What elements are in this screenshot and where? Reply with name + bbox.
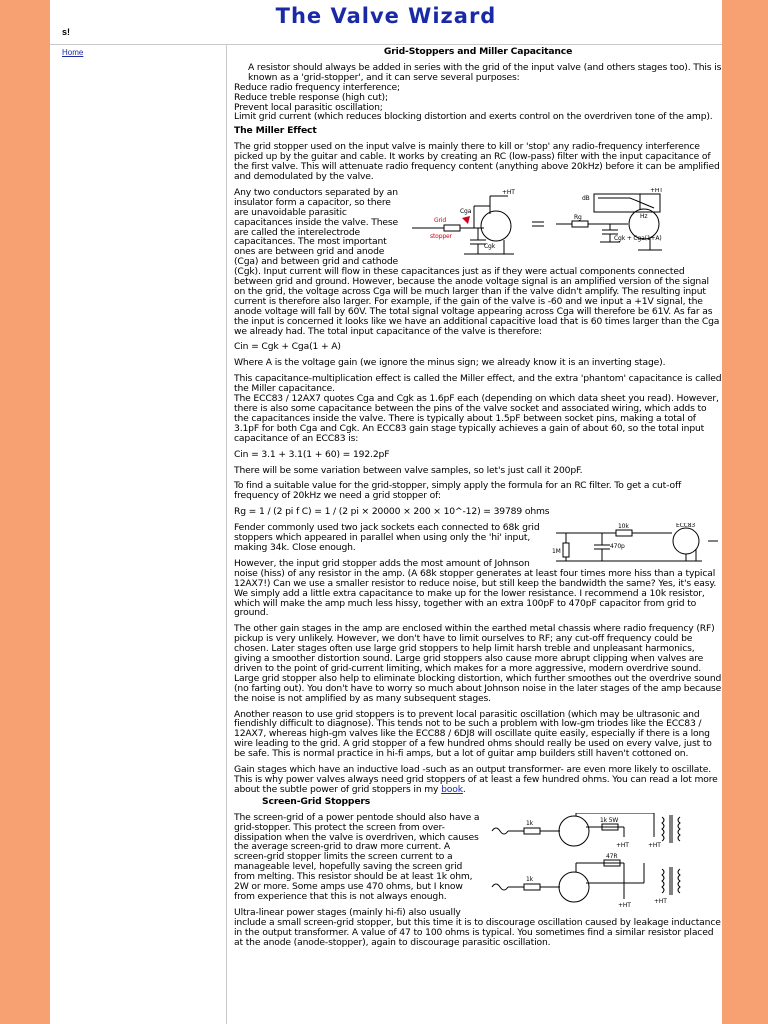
label-1k-5w: 1k 5W: [600, 816, 619, 824]
home-link[interactable]: Home: [62, 48, 84, 57]
paragraph: The other gain stages in the amp are enclosed within the earthed metal chassis where radio frequency (RF) pickup is very unlikely. However, we don't have to limit ourselves to RF; any cut-off frequency could be chosen. Later stages often use large grid stoppers to help limit harsh treble and unpleasant harmonics, giving a smoother distortion sound. Large grid stoppers also cause more abrupt clipping when valves are driven to the point of grid-current limiting, which makes for a more aggressive, modern overdrive sound. Large grid stopper also help to eliminate blocking distortion, which further smoothes out the overdrive sound (no farting out). You don't have to worry so much about Johnson noise in the later stages of the amp because the noise is not amplified by as many subsequent stages.: [234, 623, 722, 704]
sidebar: [50, 45, 227, 1024]
intro-paragraph: A resistor should always be added in series with the grid of the input valve (and others stages too). This is known as a 'grid-stopper', and it can serve several purposes:: [248, 61, 722, 83]
label-cgk: Cgk: [484, 242, 496, 250]
book-paragraph-text: Gain stages which have an inductive load -such as an output transformer- are even more likely to oscillate. This is why power valves always need grid stoppers of at least a few hundred ohms. You can read a lot more about the subtle power of grid stoppers in my: [234, 764, 718, 795]
book-paragraph-end: .: [462, 783, 466, 795]
label-1k: 1k: [526, 819, 533, 827]
purpose-item: Prevent local parasitic oscillation;: [234, 101, 383, 113]
paragraph: The ECC83 / 12AX7 quotes Cga and Cgk as 1.6pF each (depending on which data sheet you read). However, there is also some capacitance between the pins of the valve socket and associated wiring, which adds to the capacitances inside the valve. There is typically about 1.5pF between socket pins, making a total of 3.1pF for both Cga and Cgk. An ECC83 gain stage typically achieves a gain of about 60, so the total input capacitance of an ECC83 is:: [234, 393, 719, 444]
paragraph: Any two conductors separated by an insulator form a capacitor, so there are unavoidable parasitic capacitances inside the valve. These are called the interelectrode capacitances. The most important ones are between grid and anode (Cga) and between grid and cathode (Cgk). Input current will flow in these capacitances just as if they were actual components connected between grid and ground. However, because the anode voltage signal is an amplified version of the signal on the grid, the voltage across Cga will be much larger than if the valve didn't amplify. The resulting input current is therefore also larger. For example, if the gain of the valve is -60 and we input a +1V signal, the anode voltage will fall by 60V. The total signal voltage appearing across Cga will therefore be 61V. As far as the input is concerned it looks like we have an additional capacitive load that is 60 times larger than the Cga we already had. The total input capacitance of the valve is therefore:: [234, 186, 720, 337]
paragraph: However, the input grid stopper adds the most amount of Johnson noise (hiss) of any resistor in the amp. (A 68k stopper generates at least four times more hiss than a typical 12AX7!) Can we use a smaller resistor to reduce noise, but still keep the bandwidth the same? Yes, it's easy. We simply add a little extra capacitance to make up for the lower resistance. I recommend a 10k resistor, which will make the amp much less hissy, together with an extra 100pF to 470pF capacitor from grid to ground.: [234, 557, 717, 619]
paragraph: The screen-grid of a power pentode should also have a grid-stopper. This protect the screen from over-dissipation when the valve is overdriven, which causes the average screen-grid to draw more current. A screen-grid stopper limits the screen current to a manageable level, hopefully saving the screen grid from melting. This resistor should be at least 1k ohm, 2W or more. Some amps use 470 ohms, but I know from experience that this is not always enough.: [234, 811, 480, 902]
label-ht: +HT: [616, 841, 629, 849]
label-10k: 10k: [618, 523, 629, 531]
equation: Cin = Cgk + Cga(1 + A): [234, 341, 341, 353]
label-rg: Rg: [574, 213, 582, 221]
equation: Rg = 1 / (2 pi f C) = 1 / (2 pi × 20000 × 200 × 10^-12) = 39789 ohms: [234, 506, 550, 518]
input-circuit-diagram: [552, 523, 722, 565]
label-db: dB: [582, 194, 590, 202]
paragraph: This capacitance-multiplication effect is called the Miller effect, and the extra 'phantom' capacitance is called the Miller capacitance.: [234, 373, 722, 395]
label-ht: +HT: [502, 188, 515, 196]
label-1k: 1k: [526, 875, 533, 883]
intro-block: [234, 63, 722, 122]
label-hz: Hz: [640, 212, 648, 220]
paragraph: To find a suitable value for the grid-stopper, simply apply the formula for an RC filter. To get a cut-off frequency of 20kHz we need a grid stopper of:: [234, 480, 682, 502]
site-header: [50, 0, 722, 45]
label-grid: Grid: [434, 216, 446, 224]
label-cga: Cga: [460, 207, 472, 215]
screen-grid-figure: [484, 813, 722, 909]
miller-circuit-figure: [404, 188, 722, 262]
article: [234, 47, 722, 1024]
purpose-item: Reduce radio frequency interference;: [234, 81, 400, 93]
paragraph: There will be some variation between valve samples, so let's just call it 200pF.: [234, 464, 583, 476]
paragraph: The grid stopper used on the input valve is mainly there to kill or 'stop' any radio-frequency interference picked up by the guitar and cable. It works by creating an RC (low-pass) filter with the input capacitance of the first valve. This will attenuate radio frequency content (anything above 20kHz) before it can be amplified and demodulated by the valve.: [234, 141, 720, 182]
label-ecc83: ECC83: [676, 523, 696, 530]
paragraph: [234, 765, 722, 795]
screen-grid-diagram: [484, 813, 722, 909]
book-link[interactable]: book: [441, 783, 463, 795]
input-circuit-figure: [552, 523, 722, 565]
label-ht: +HT: [650, 187, 663, 194]
article-title: Grid-Stoppers and Miller Capacitance: [383, 46, 573, 57]
paragraph: Fender commonly used two jack sockets each connected to 68k grid stoppers which appeared in parallel when using only the 'hi' input, making 34k. Close enough.: [234, 522, 540, 553]
label-cin: Cgk + Cga(1+A): [614, 234, 662, 242]
page: [50, 0, 722, 1024]
miller-circuit-diagram: [404, 188, 722, 262]
label-1m: 1M: [552, 548, 561, 556]
header-mark: s!: [62, 27, 71, 37]
label-ht: +HT: [648, 841, 661, 849]
paragraph: Ultra-linear power stages (mainly hi-fi) also usually include a small screen-grid stopper, but this time it is to discourage oscillation caused by leakage inductance in the output transformer. A value of 47 to 100 ohms is typical. You sometimes find a similar resistor placed at the anode (anode-stopper), again to discourage parasitic oscillation.: [234, 906, 721, 948]
screen-grid-heading: Screen-Grid Stoppers: [262, 795, 371, 807]
equation: Cin = 3.1 + 3.1(1 + 60) = 192.2pF: [234, 448, 390, 460]
purpose-item: Reduce treble response (high cut);: [234, 91, 388, 103]
label-47r: 47R: [606, 852, 618, 860]
purpose-item: Limit grid current (which reduces blocking distortion and exerts control on the overdriven tone of the amp).: [234, 111, 713, 123]
paragraph: Where A is the voltage gain (we ignore the minus sign; we already know it is an inverting stage).: [234, 357, 666, 369]
site-title: The Valve Wizard: [275, 4, 497, 28]
label-stopper: stopper: [430, 232, 452, 240]
label-470p: 470p: [610, 543, 625, 551]
label-ht: +HT: [618, 901, 631, 909]
miller-heading: The Miller Effect: [234, 125, 317, 137]
paragraph: Another reason to use grid stoppers is to prevent local parasitic oscillation (which may be ultrasonic and fiendishly difficult to diagnose). This tends not to be such a problem with low-gm triodes like the ECC83 / 12AX7, whereas high-gm valves like the ECC88 / 6DJ8 will oscillate quite easily, especially if there is a long wire leading to the grid. A grid stopper of a few hundred ohms should really be used on every valve, just to be safe. This is normal practice in hi-fi amps, but a lot of guitar amp builders still haven't cottoned on.: [234, 708, 712, 760]
label-ht: +HT: [654, 897, 667, 905]
